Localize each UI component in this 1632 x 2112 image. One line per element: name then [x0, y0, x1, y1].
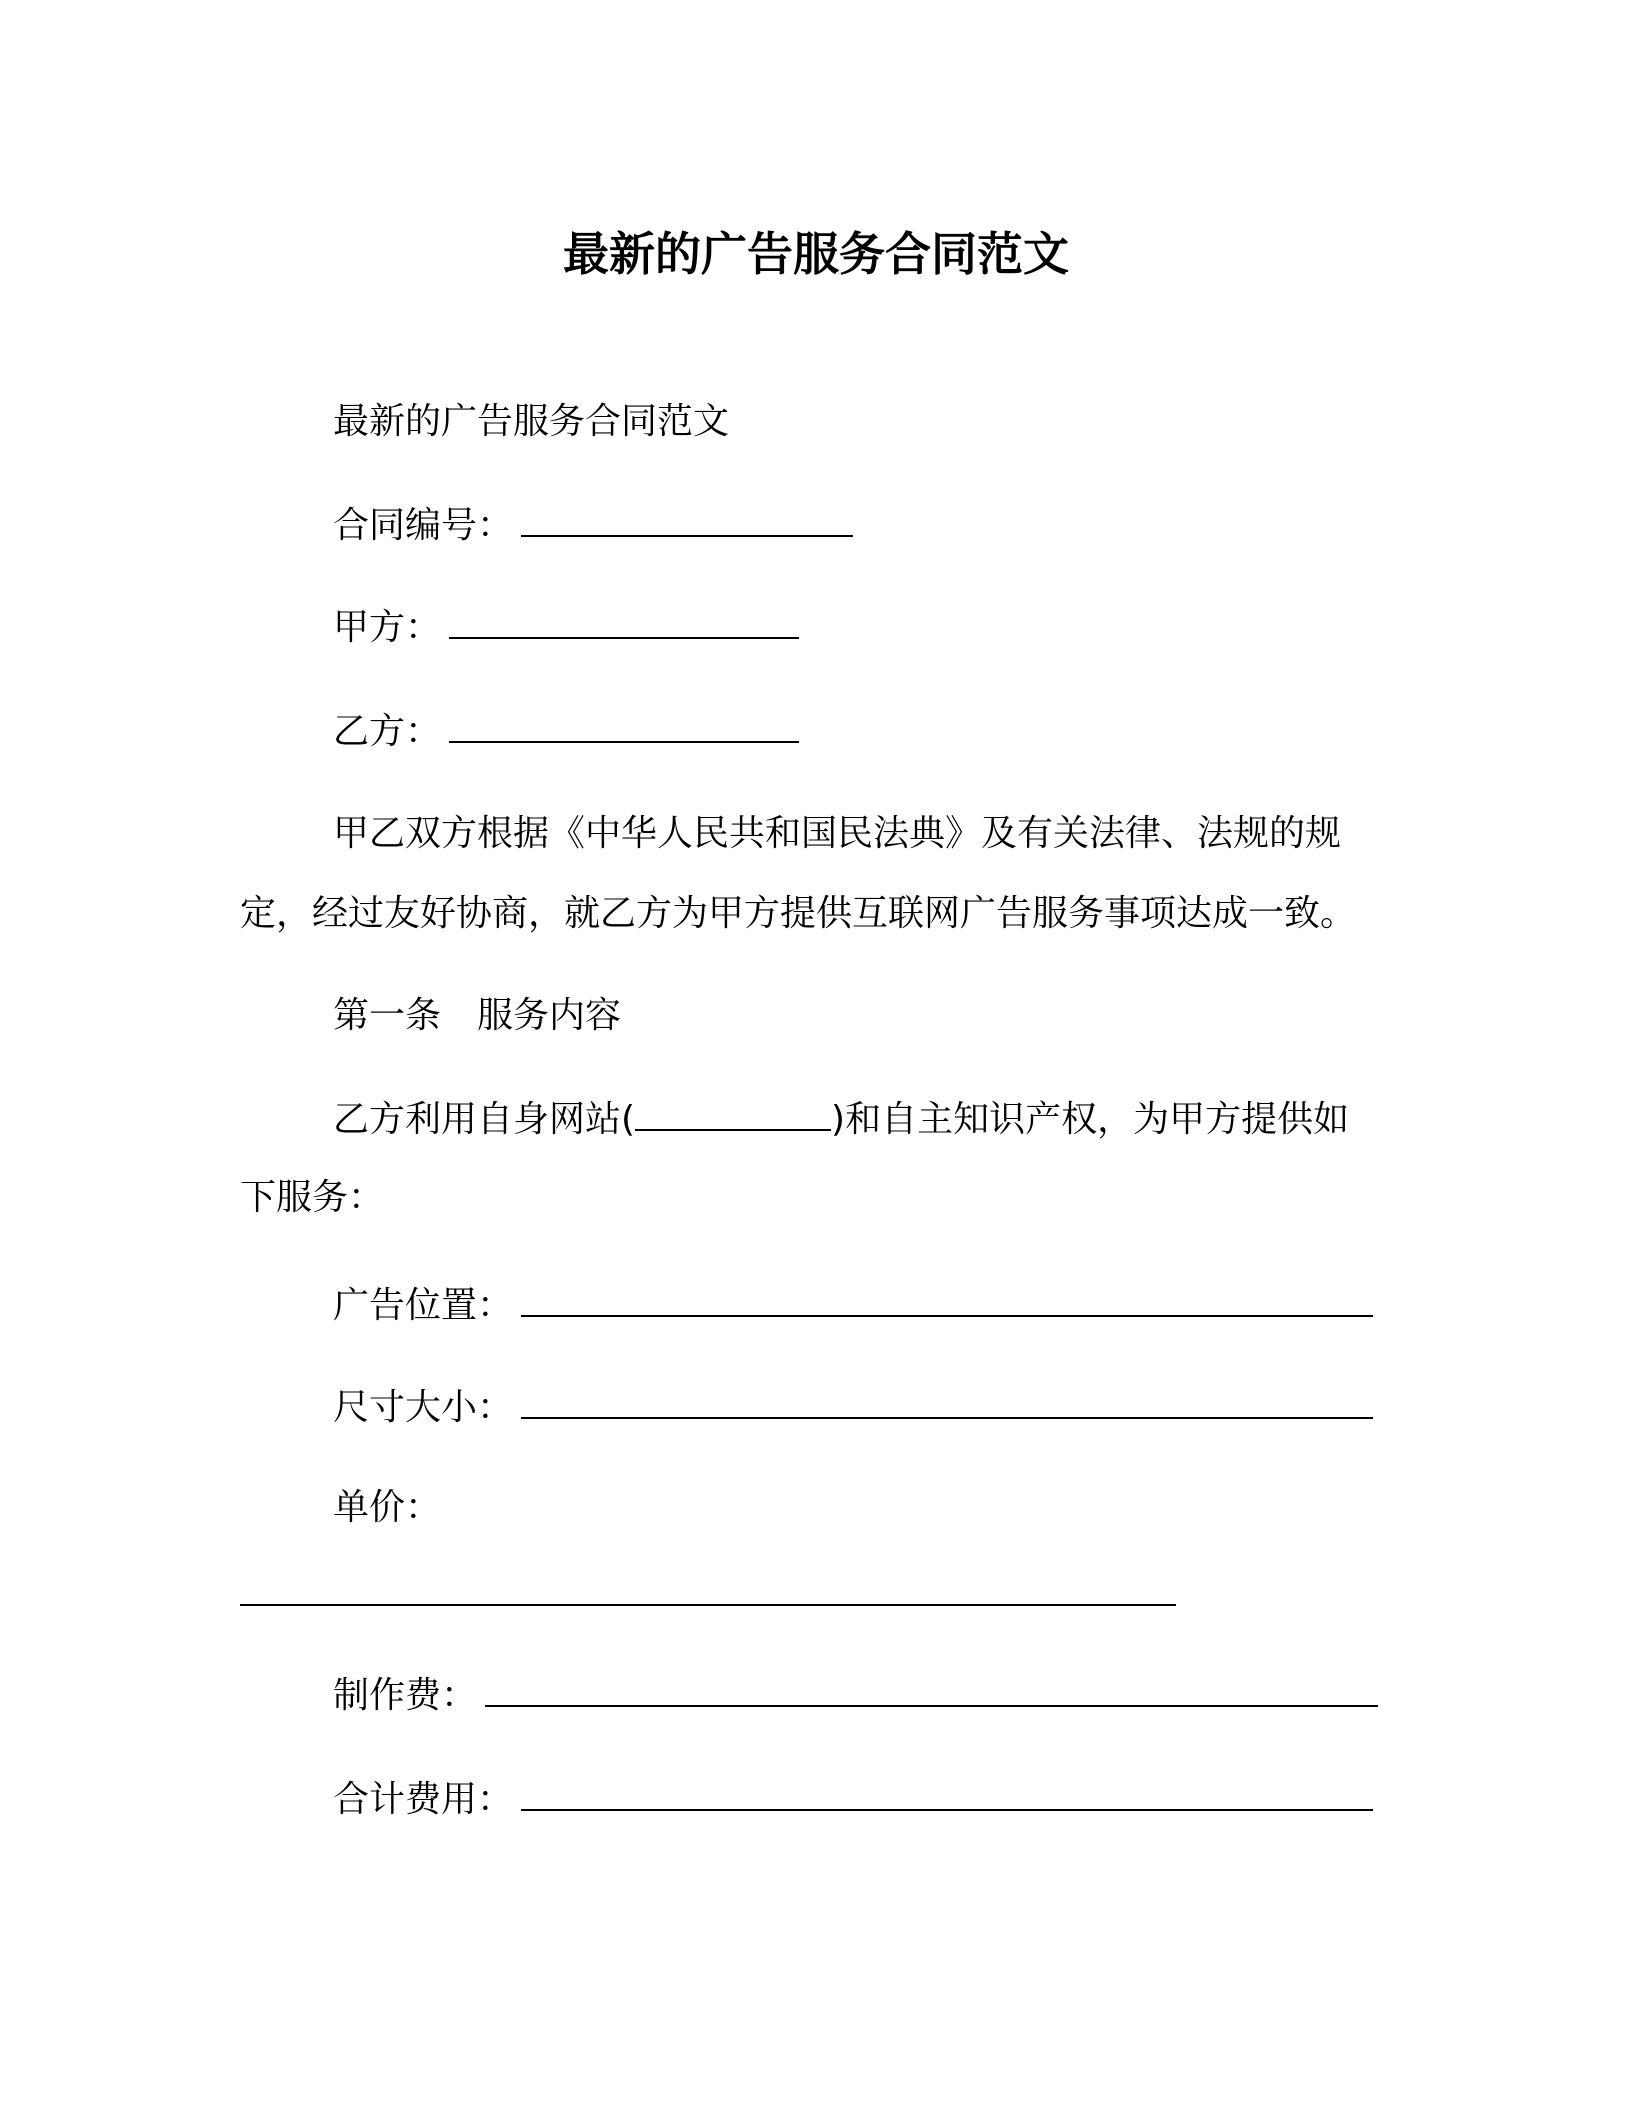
- article-1-intro-line-2: 下服务：: [240, 1177, 385, 1218]
- unit-price-blank: [240, 1604, 1176, 1606]
- size-blank: [521, 1387, 1373, 1419]
- total-fee-label: 合计费用：: [333, 1779, 514, 1820]
- contract-number-blank: [521, 505, 853, 537]
- article-1-intro-line-1: [333, 1096, 1349, 1144]
- article-1-intro-part-1: 乙方利用自身网站(: [333, 1099, 636, 1140]
- ad-position-field: [333, 1282, 1373, 1330]
- total-fee-blank: [521, 1779, 1373, 1811]
- preamble-line-2: 定，经过友好协商，就乙方为甲方提供互联网广告服务事项达成一致。: [240, 893, 1357, 934]
- document-title: 最新的广告服务合同范文: [563, 227, 1069, 281]
- party-b-blank: [449, 711, 799, 743]
- website-blank: [635, 1099, 831, 1131]
- party-a-blank: [449, 607, 799, 639]
- contract-number-field: [333, 502, 853, 550]
- total-fee-field: [333, 1776, 1373, 1824]
- unit-price-label: 单价：: [333, 1487, 442, 1528]
- contract-number-label: 合同编号：: [333, 505, 514, 546]
- preamble-line-1: 甲乙双方根据《中华人民共和国民法典》及有关法律、法规的规: [333, 813, 1342, 854]
- article-1-intro-part-2: )和自主知识产权，为甲方提供如: [831, 1099, 1350, 1140]
- production-fee-label: 制作费：: [333, 1675, 478, 1716]
- article-1-heading: 第一条 服务内容: [333, 995, 622, 1036]
- ad-position-blank: [521, 1285, 1373, 1317]
- party-a-field: [333, 604, 799, 652]
- production-fee-blank: [485, 1675, 1378, 1707]
- party-b-label: 乙方：: [333, 711, 442, 752]
- production-fee-field: [333, 1672, 1378, 1720]
- ad-position-label: 广告位置：: [333, 1285, 514, 1326]
- size-label: 尺寸大小：: [333, 1387, 514, 1428]
- party-a-label: 甲方：: [333, 607, 442, 648]
- size-field: [333, 1384, 1373, 1432]
- document-subtitle: 最新的广告服务合同范文: [333, 401, 730, 442]
- party-b-field: [333, 708, 799, 756]
